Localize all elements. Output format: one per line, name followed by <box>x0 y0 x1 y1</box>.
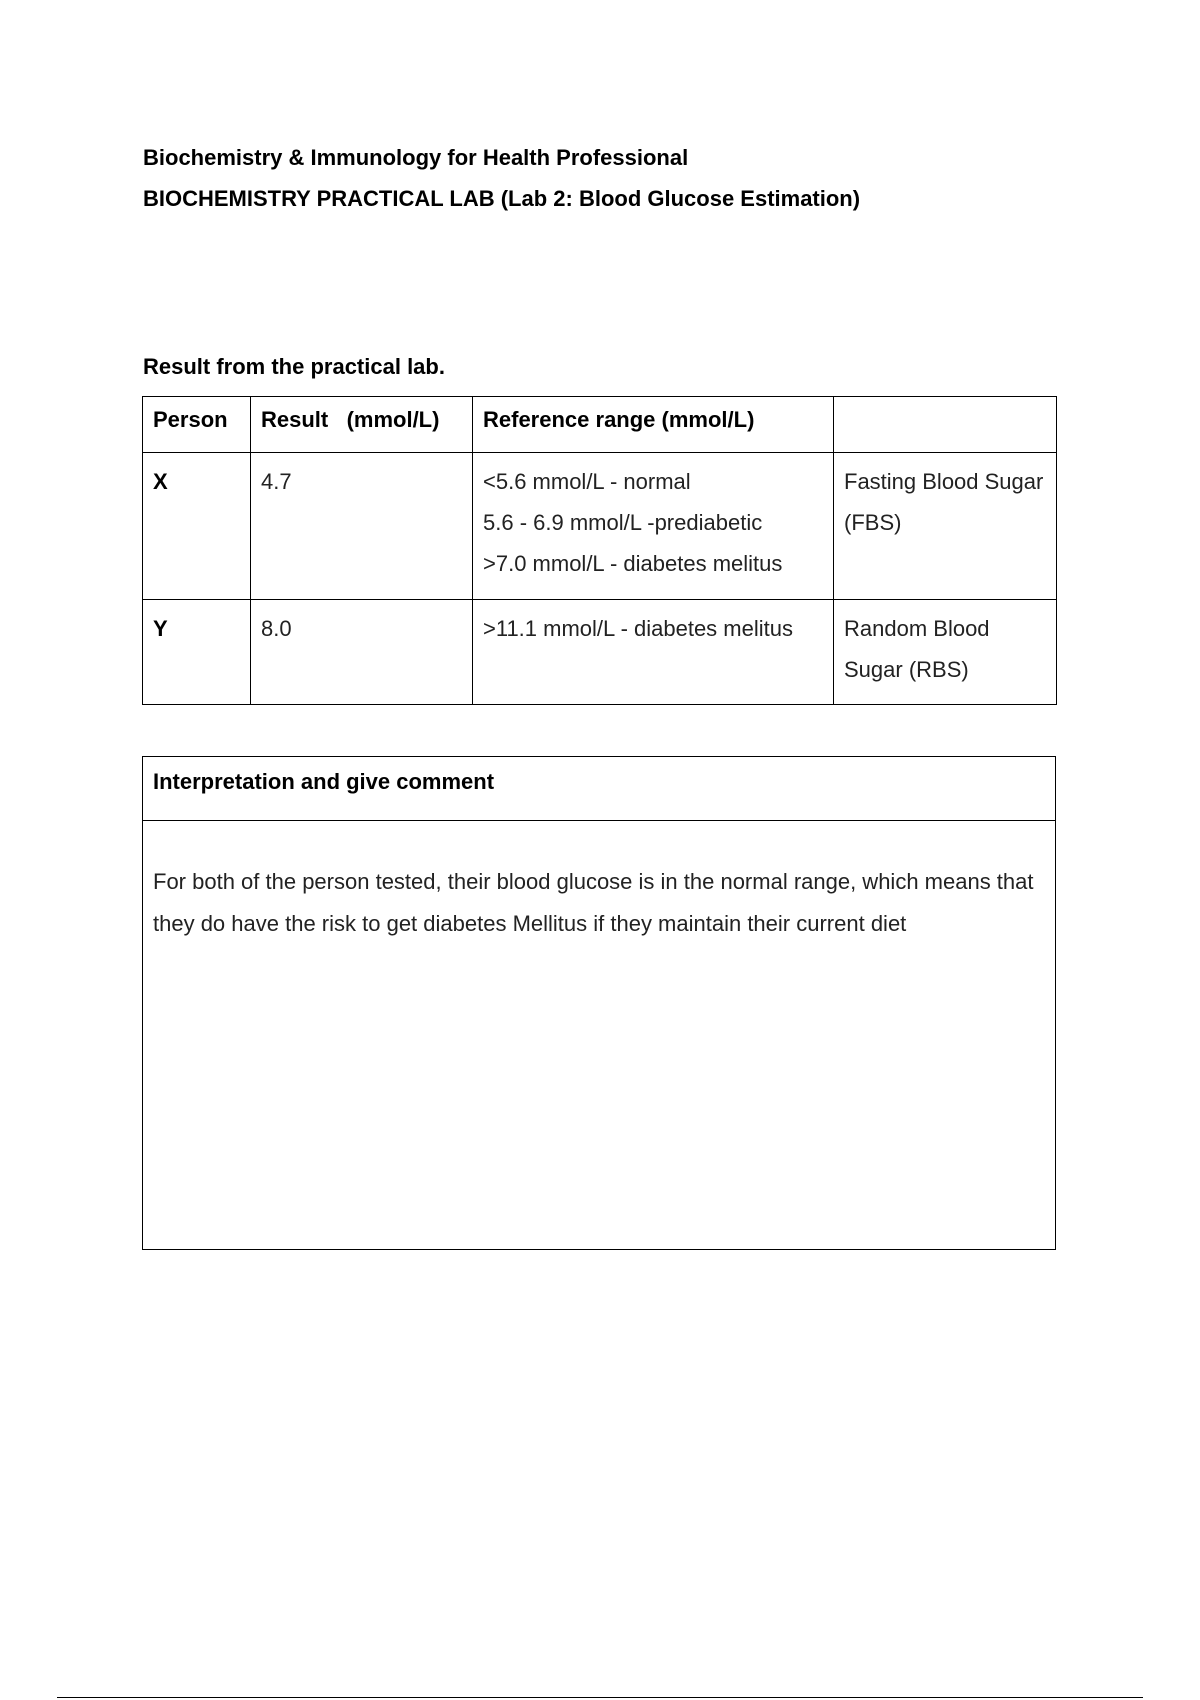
header-person: Person <box>143 397 251 453</box>
reference-line: 5.6 - 6.9 mmol/L -prediabetic <box>483 510 763 535</box>
reference-cell <box>473 453 834 600</box>
reference-line: >7.0 mmol/L - diabetes melitus <box>483 551 783 576</box>
table-row <box>143 453 1057 600</box>
lab-title: BIOCHEMISTRY PRACTICAL LAB (Lab 2: Blood Glucose Estimation) <box>143 186 861 211</box>
interpretation-body-row <box>143 821 1056 1250</box>
person-cell: X <box>143 453 251 600</box>
result-cell: 4.7 <box>251 453 473 600</box>
reference-line: <5.6 mmol/L - normal <box>483 469 691 494</box>
interpretation-body: For both of the person tested, their blood glucose is in the normal range, which means that they do have the risk to get diabetes Mellitus if they maintain their current diet <box>143 821 1056 1250</box>
result-cell: 8.0 <box>251 600 473 705</box>
header-reference-range: Reference range (mmol/L) <box>473 397 834 453</box>
reference-cell: >11.1 mmol/L - diabetes melitus <box>473 600 834 705</box>
section-title: Result from the practical lab. <box>143 354 445 379</box>
interpretation-header: Interpretation and give comment <box>143 757 1056 821</box>
results-table <box>142 396 1057 705</box>
footer-divider <box>57 1697 1143 1698</box>
course-title: Biochemistry & Immunology for Health Professional <box>143 145 689 170</box>
test-type-cell: Fasting Blood Sugar (FBS) <box>834 453 1057 600</box>
person-cell: Y <box>143 600 251 705</box>
interpretation-table <box>142 756 1056 1250</box>
table-row <box>143 600 1057 705</box>
table-header-row <box>143 397 1057 453</box>
header-result: Result (mmol/L) <box>251 397 473 453</box>
header-test-type <box>834 397 1057 453</box>
test-type-cell: Random Blood Sugar (RBS) <box>834 600 1057 705</box>
interpretation-header-row <box>143 757 1056 821</box>
